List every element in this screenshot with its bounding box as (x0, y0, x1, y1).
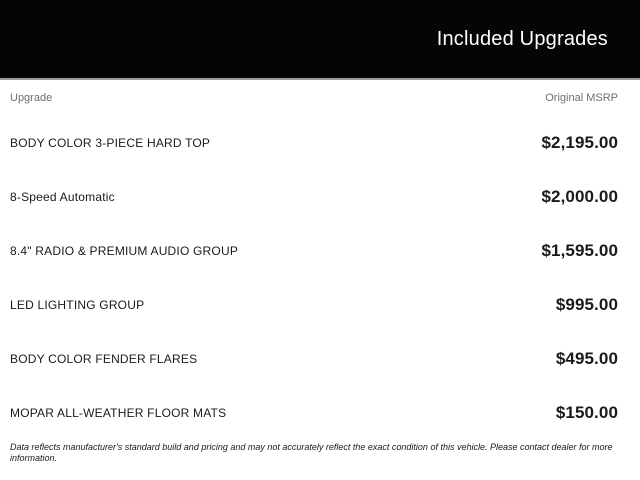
table-column-headers (0, 80, 640, 116)
panel-title: Included Upgrades (436, 27, 608, 50)
table-row (0, 278, 640, 332)
column-header-upgrade: Upgrade (10, 91, 53, 104)
table-row (0, 116, 640, 170)
upgrade-name: 8.4" RADIO & PREMIUM AUDIO GROUP (10, 244, 239, 258)
upgrade-price: $495.00 (555, 349, 618, 368)
table-row (0, 224, 640, 278)
upgrade-name: MOPAR ALL-WEATHER FLOOR MATS (10, 406, 227, 420)
upgrade-name: BODY COLOR FENDER FLARES (10, 352, 198, 366)
table-row (0, 170, 640, 224)
upgrade-price: $995.00 (555, 295, 618, 314)
column-header-original-msrp: Original MSRP (545, 91, 618, 104)
upgrade-price: $1,595.00 (541, 241, 618, 260)
upgrade-name: 8-Speed Automatic (10, 190, 115, 204)
table-row (0, 332, 640, 386)
panel-header (0, 0, 640, 80)
panel-footer (0, 440, 640, 464)
upgrade-price: $2,195.00 (541, 133, 618, 152)
upgrades-table (0, 116, 640, 440)
upgrade-price: $2,000.00 (541, 187, 618, 206)
upgrade-name: BODY COLOR 3-PIECE HARD TOP (10, 136, 211, 150)
table-row (0, 386, 640, 440)
upgrade-name: LED LIGHTING GROUP (10, 298, 145, 312)
upgrade-price: $150.00 (555, 403, 618, 422)
disclaimer-text: Data reflects manufacturer's standard build and pricing and may not accurately reflect the exact condition of this vehicle. Please contact dealer for more information. (10, 442, 613, 463)
